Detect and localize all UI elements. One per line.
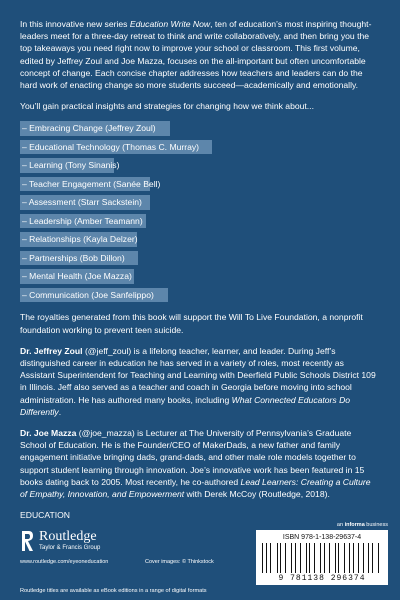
informa-label: an informa business xyxy=(336,522,388,528)
intro-paragraph: In this innovative new series Education Write Now, ten of education’s most inspiring thought-leaders meet for a three-day retreat to think and write collaboratively, and then bring you the top takeaways you need right now to improve your school or classroom. This first volume, edited by Jeffrey Zoul and Joe Mazza, focuses on the all-important but often uncomfortable concept of change. Each concise chapter addresses how teachers and leaders can do the hard work of enacting change so more students succeed—academically and emotionally. xyxy=(20,19,372,91)
cover-footer xyxy=(0,522,400,600)
barcode-stripe xyxy=(342,543,343,573)
barcode-stripe xyxy=(285,543,286,573)
book-title: What Connected Educators Do Differently xyxy=(20,394,351,417)
barcode-box xyxy=(256,530,388,585)
author-name: Dr. Joe Mazza xyxy=(20,428,77,439)
publisher-logo xyxy=(20,530,100,552)
chapter-item: – Communication (Joe Sanfelippo) xyxy=(20,288,168,303)
barcode-stripe xyxy=(288,543,289,573)
chapters-lead: You’ll gain practical insights and strategies for changing how we think about... xyxy=(20,101,314,112)
chapter-item: – Assessment (Starr Sackstein) xyxy=(20,195,150,210)
bio-jeffrey-zoul: Dr. Jeffrey Zoul (@jeff_zoul) is a lifelong teacher, learner, and leader. During Jeff’s distinguished career in education he has served in a variety of roles, most recently as Assistant Superintendent for Teaching and Learning with Deerfield Public Schools District 109 in Illinois. Jeff also served as a teacher and coach in Georgia before moving into school administration. He has authored many books, including What Connected Educators Do Differently. xyxy=(20,345,376,417)
chapter-list xyxy=(20,121,378,302)
barcode-stripe xyxy=(295,543,296,573)
routledge-logo-icon xyxy=(20,530,34,552)
barcode-stripe xyxy=(266,543,267,573)
bio-joe-mazza: Dr. Joe Mazza (@joe_mazza) is Lecturer at The University of Pennsylvania’s Graduate School of Education. He is the Founder/CEO of MakerDads, a new father and family engagement initiative bringing dads, grand-dads, and other male role models together to support student learning through innovation. Joe’s innovative work has been featured in 15 books dating back to 2005. Most recently, he co-authored Lead Learners: Creating a Culture of Empathy, Innovation, and Empowerment with Derek McCoy (Routledge, 2018). xyxy=(20,428,371,500)
chapter-item: – Embracing Change (Jeffrey Zoul) xyxy=(20,121,170,136)
barcode-stripe xyxy=(314,543,315,573)
barcode-stripe xyxy=(363,543,364,573)
chapter-item: – Partnerships (Bob Dillon) xyxy=(20,251,138,266)
ebook-note: Routledge titles are available as eBook editions in a range of digital formats xyxy=(20,588,207,594)
series-title: Education Write Now xyxy=(129,19,211,29)
barcode-stripe xyxy=(353,543,354,573)
chapter-item: – Learning (Tony Sinanis) xyxy=(20,158,114,173)
author-name: Dr. Jeffrey Zoul xyxy=(20,345,83,356)
publisher-website: www.routledge.com/eyeoneducation xyxy=(20,559,109,565)
publisher-name: Routledge xyxy=(39,529,97,544)
barcode-stripe xyxy=(273,543,274,573)
chapter-item: – Leadership (Amber Teamann) xyxy=(20,214,146,229)
chapter-item: – Educational Technology (Thomas C. Murray) xyxy=(20,140,212,155)
barcode-digits: 9 781138 296374 xyxy=(278,574,366,583)
barcode-stripe xyxy=(309,543,310,573)
barcode-stripe xyxy=(302,543,303,573)
chapter-item: – Teacher Engagement (Sanée Bell) xyxy=(20,177,150,192)
barcode-stripe xyxy=(371,543,372,573)
book-title: Lead Learners: Creating a Culture of Empathy, Innovation, and Empowerment xyxy=(20,476,371,500)
barcode-stripe xyxy=(378,543,379,573)
chapter-item: – Mental Health (Joe Mazza) xyxy=(20,269,134,284)
subject-category: EDUCATION xyxy=(20,510,70,521)
barcode-stripe xyxy=(335,543,336,573)
barcode-stripe xyxy=(349,543,350,573)
isbn-number: ISBN 978-1-138-29637-4 xyxy=(282,534,362,541)
barcode-stripe xyxy=(322,543,323,573)
barcode-stripe xyxy=(331,543,332,573)
royalties-note: The royalties generated from this book will support the Will To Live Foundation, a nonprofit foundation working to prevent teen suicide. xyxy=(20,312,363,335)
barcode-stripe xyxy=(278,543,279,573)
barcode-icon xyxy=(262,543,382,573)
barcode-area xyxy=(256,522,388,585)
publisher-group: Taylor & Francis Group xyxy=(39,545,101,551)
chapter-item: – Relationships (Kayla Delzer) xyxy=(20,232,137,247)
cover-credits: Cover images: © Thinkstock xyxy=(145,559,214,565)
